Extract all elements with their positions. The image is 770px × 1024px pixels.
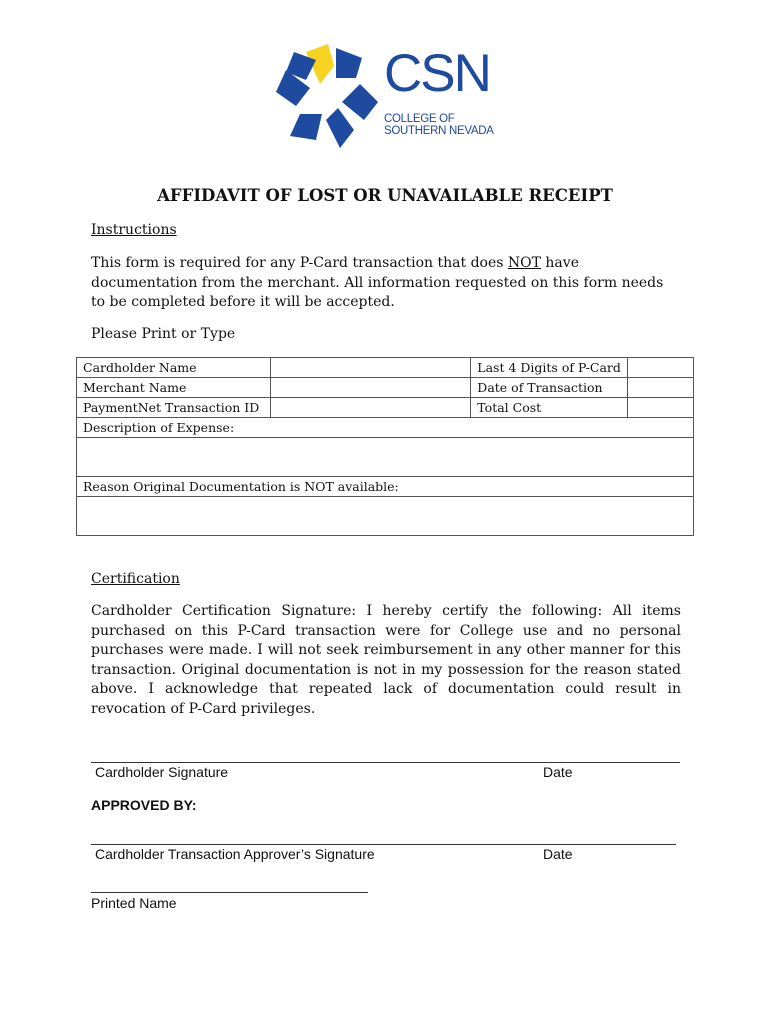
certification-text: Cardholder Certification Signature: I hereby certify the following: All items purchased on this P-Card transaction were for College use and no personal purchases were made. I will not seek reimbursement in any other manner for this transaction. Original documentation is not in my possession for the reason stated above. I acknowledge that repeated lack of documentation could result in revocation of P-Card privileges. (91, 603, 681, 717)
table-row (77, 358, 694, 378)
page-title: AFFIDAVIT OF LOST OR UNAVAILABLE RECEIPT (157, 186, 613, 205)
logo-line-2: SOUTHERN NEVADA (384, 125, 494, 137)
total-cost-field[interactable] (628, 398, 694, 418)
description-label: Description of Expense: (77, 418, 694, 438)
printed-name-line[interactable] (91, 892, 368, 893)
cardholder-name-field[interactable] (270, 358, 471, 378)
logo-wordmark: CSN (384, 44, 490, 103)
description-field[interactable] (77, 438, 694, 477)
last4-field[interactable] (628, 358, 694, 378)
table-row (77, 418, 694, 438)
date-label-2: Date (543, 846, 573, 862)
transaction-id-field[interactable] (270, 398, 471, 418)
logo-line-1: COLLEGE OF (384, 113, 455, 125)
last4-label: Last 4 Digits of P-Card (471, 358, 628, 378)
cardholder-signature-line[interactable] (91, 762, 680, 763)
certification-heading: Certification (91, 571, 180, 587)
transaction-date-field[interactable] (628, 378, 694, 398)
transaction-date-label: Date of Transaction (471, 378, 628, 398)
instructions-text-after: have documentation from the merchant. All information requested on this form needs to be completed before it will be accepted. (91, 255, 664, 310)
table-row (77, 497, 694, 536)
approved-by-label: APPROVED BY: (91, 797, 197, 813)
receipt-form-table (76, 357, 694, 536)
date-label-1: Date (543, 764, 573, 780)
instructions-heading: Instructions (91, 222, 177, 238)
total-cost-label: Total Cost (471, 398, 628, 418)
print-note: Please Print or Type (91, 326, 236, 342)
merchant-name-label: Merchant Name (77, 378, 271, 398)
reason-field[interactable] (77, 497, 694, 536)
transaction-id-label: PaymentNet Transaction ID (77, 398, 271, 418)
instructions-text-before: This form is required for any P-Card transaction that does (91, 255, 508, 271)
table-row (77, 438, 694, 477)
cardholder-name-label: Cardholder Name (77, 358, 271, 378)
star-logo-icon (276, 44, 380, 150)
approver-signature-line[interactable] (91, 844, 676, 845)
csn-logo (276, 44, 506, 150)
merchant-name-field[interactable] (270, 378, 471, 398)
approver-signature-label: Cardholder Transaction Approver’s Signature (95, 846, 375, 862)
reason-label: Reason Original Documentation is NOT available: (77, 477, 694, 497)
table-row (77, 398, 694, 418)
cardholder-signature-label: Cardholder Signature (95, 764, 229, 780)
instructions-text (91, 254, 681, 313)
table-row (77, 477, 694, 497)
instructions-emphasis: NOT (507, 255, 541, 271)
printed-name-label: Printed Name (91, 895, 177, 911)
table-row (77, 378, 694, 398)
